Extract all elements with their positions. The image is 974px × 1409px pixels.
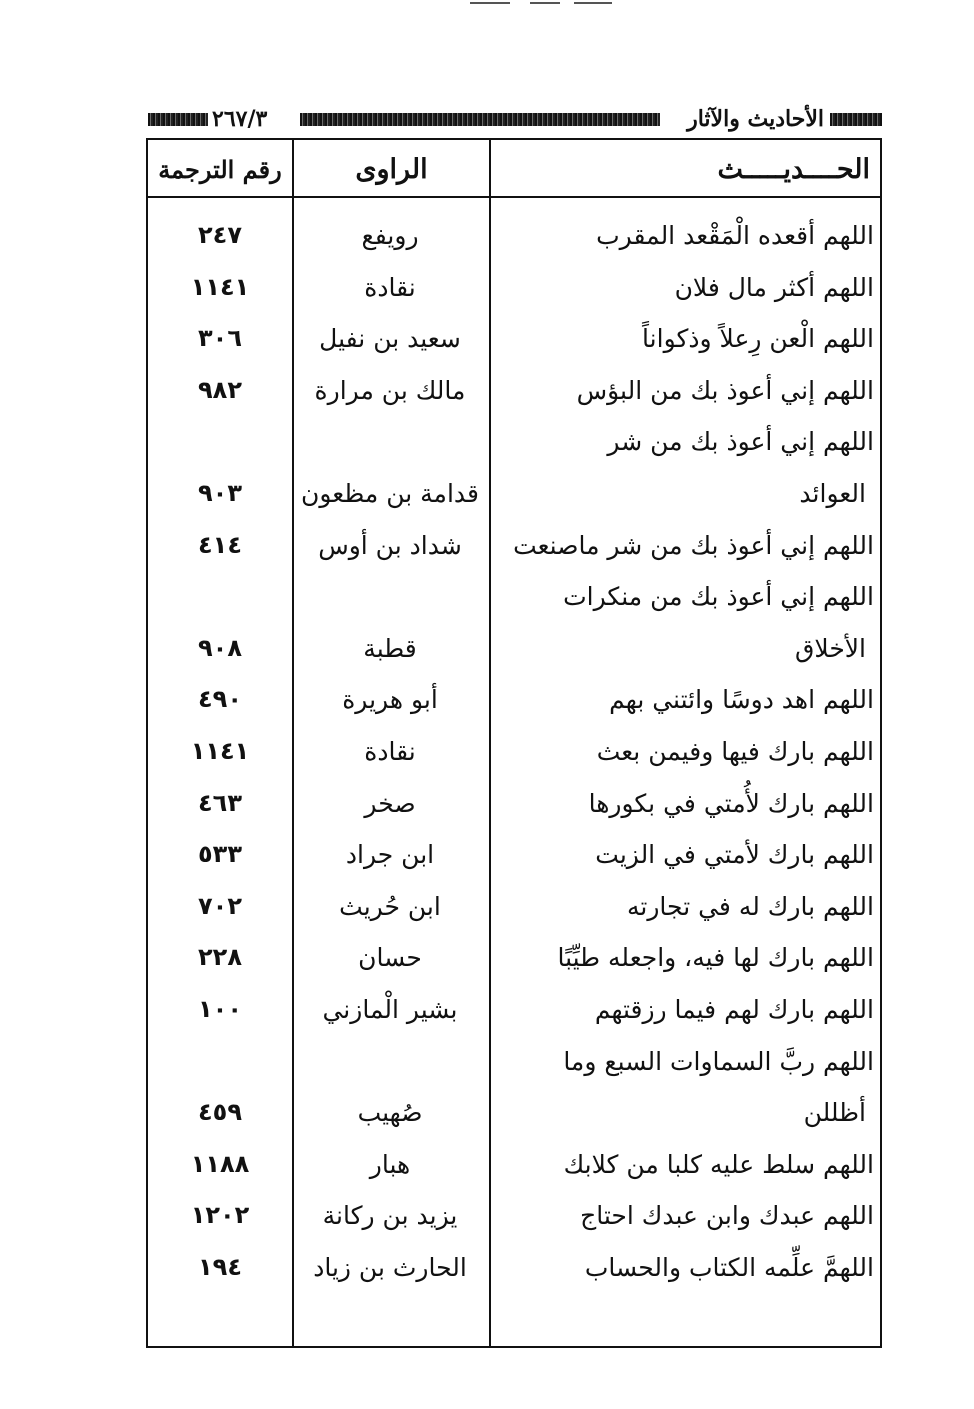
hadith-text: اللهم عبدك وابن عبدك احتاج bbox=[580, 1201, 874, 1231]
rawi-name: قطبة bbox=[363, 633, 417, 663]
running-title: الأحاديث والآثار bbox=[687, 106, 824, 132]
hadith-text: أظللن bbox=[803, 1098, 866, 1128]
table-row bbox=[0, 365, 974, 417]
table-row bbox=[0, 262, 974, 314]
tarjama-number: ٩٠٣ bbox=[198, 478, 242, 507]
rawi-name: رويفع bbox=[361, 221, 419, 250]
rawi-name: سعيد بن نفيل bbox=[319, 324, 461, 354]
tarjama-number bbox=[148, 416, 292, 468]
rawi-name bbox=[292, 571, 488, 623]
table-row bbox=[0, 778, 974, 830]
hadith-text: اللهم أكثر مال فلان bbox=[674, 272, 874, 302]
hadith-text: اللهم إني أعوذ بك من شر ماصنعت bbox=[513, 530, 874, 560]
tarjama-number: ٥٣٣ bbox=[198, 840, 242, 869]
table-row bbox=[0, 674, 974, 726]
rawi-name: شداد بن أوس bbox=[318, 530, 462, 560]
rawi-name bbox=[292, 1036, 488, 1088]
rawi-name: هبار bbox=[369, 1149, 411, 1179]
column-header-tarjama: رقم الترجمة bbox=[158, 155, 282, 184]
tarjama-number: ١١٤١ bbox=[190, 272, 250, 301]
table-row bbox=[0, 881, 974, 933]
table-row bbox=[0, 1087, 974, 1139]
tarjama-number: ٩٨٢ bbox=[198, 375, 242, 404]
table-row bbox=[0, 571, 974, 623]
rawi-name: حسان bbox=[358, 943, 422, 973]
tarjama-number: ١٢٠٢ bbox=[190, 1201, 250, 1230]
table-row bbox=[0, 726, 974, 778]
ornament-bar-middle bbox=[300, 113, 660, 126]
rawi-name: يزيد بن ركانة bbox=[322, 1201, 458, 1231]
ornament-bar-left bbox=[148, 113, 208, 126]
table-row bbox=[0, 1242, 974, 1294]
hadith-text: اللهم بارك لأمتي في الزيت bbox=[595, 840, 874, 870]
rawi-name: نقادة bbox=[364, 272, 416, 302]
hadith-text: اللهم بارك له في تجارته bbox=[627, 891, 874, 921]
tarjama-number: ٤٦٣ bbox=[198, 788, 242, 817]
hadith-text: اللهم إني أعوذ بك من منكرات bbox=[563, 582, 874, 612]
column-header-rawi: الراوى bbox=[355, 154, 428, 185]
rawi-name: نقادة bbox=[364, 736, 416, 766]
rawi-name: بشير الْمازني bbox=[322, 994, 458, 1024]
tarjama-number: ١١٨٨ bbox=[190, 1149, 250, 1178]
tarjama-number: ٤٩٠ bbox=[198, 685, 242, 714]
hadith-text: اللهم إني أعوذ بك من شر bbox=[607, 427, 874, 457]
hadith-text: الأخلاق bbox=[795, 633, 866, 663]
table-row bbox=[0, 468, 974, 520]
table-rows bbox=[0, 210, 974, 1293]
column-header-hadith: الحــــديـــــث bbox=[717, 154, 870, 185]
hadith-text: اللهم بارك لهم فيما رزقتهم bbox=[594, 994, 874, 1024]
hadith-text: اللهم إني أعوذ بك من البؤس bbox=[576, 375, 874, 405]
hadith-text: اللهمَّ علِّمه الكتاب والحساب bbox=[584, 1252, 874, 1282]
rawi-name: صخر bbox=[364, 788, 416, 818]
tarjama-number: ٣٠٦ bbox=[198, 324, 242, 353]
table-row bbox=[0, 623, 974, 675]
tarjama-number: ٢٢٨ bbox=[198, 943, 242, 972]
table-row bbox=[0, 1036, 974, 1088]
table-row bbox=[0, 520, 974, 572]
tarjama-number bbox=[148, 1036, 292, 1088]
running-head bbox=[146, 104, 884, 136]
table-row bbox=[0, 313, 974, 365]
tarjama-number bbox=[148, 571, 292, 623]
tarjama-number: ٩٠٨ bbox=[198, 633, 242, 662]
rawi-name: أبو هريرة bbox=[342, 685, 438, 715]
hadith-text: اللهم أقعده الْمَقْعد المقرب bbox=[596, 221, 874, 250]
table-row bbox=[0, 416, 974, 468]
rawi-name: صُهيب bbox=[357, 1098, 423, 1128]
tarjama-number: ١٠٠ bbox=[198, 994, 242, 1023]
top-scan-marks bbox=[470, 0, 620, 8]
tarjama-number: ٧٠٢ bbox=[198, 891, 242, 920]
hadith-text: اللهم اهد دوسًا وائتني بهم bbox=[609, 685, 874, 715]
tarjama-number: ٤٥٩ bbox=[198, 1098, 242, 1127]
hadith-text: اللهم بارك لأُمتي في بكورها bbox=[588, 788, 874, 818]
table-row bbox=[0, 829, 974, 881]
hadith-text: اللهم ربَّ السماوات السبع وما bbox=[563, 1046, 874, 1076]
tarjama-number: ٤١٤ bbox=[198, 530, 242, 559]
rawi-name: قدامة بن مظعون bbox=[301, 478, 479, 508]
hadith-text: اللهم الْعن رِعلاً وذكواناً bbox=[642, 324, 874, 354]
table-row bbox=[0, 1190, 974, 1242]
hadith-text: اللهم بارك لها فيه، واجعله طيِّبًا bbox=[557, 943, 874, 973]
table-row bbox=[0, 932, 974, 984]
rawi-name bbox=[292, 416, 488, 468]
table-row bbox=[0, 210, 974, 262]
ornament-bar-right bbox=[830, 113, 882, 126]
table-row bbox=[0, 984, 974, 1036]
rawi-name: ابن جراد bbox=[345, 840, 435, 870]
tarjama-number: ١٩٤ bbox=[198, 1252, 242, 1281]
tarjama-number: ١١٤١ bbox=[190, 736, 250, 765]
hadith-text: اللهم بارك فيها وفيمن بعث bbox=[596, 736, 874, 766]
hadith-text: اللهم سلط عليه كلبا من كلابك bbox=[563, 1149, 874, 1179]
rawi-name: الحارث بن زياد bbox=[313, 1252, 467, 1282]
table-row bbox=[0, 1139, 974, 1191]
hadith-text: العوائد bbox=[799, 478, 866, 508]
page-number: ٢٦٧/٣ bbox=[212, 106, 268, 132]
rawi-name: مالك بن مرارة bbox=[314, 375, 466, 405]
header-divider bbox=[148, 196, 880, 198]
tarjama-number: ٢٤٧ bbox=[198, 221, 242, 249]
rawi-name: ابن حُريث bbox=[339, 891, 441, 921]
